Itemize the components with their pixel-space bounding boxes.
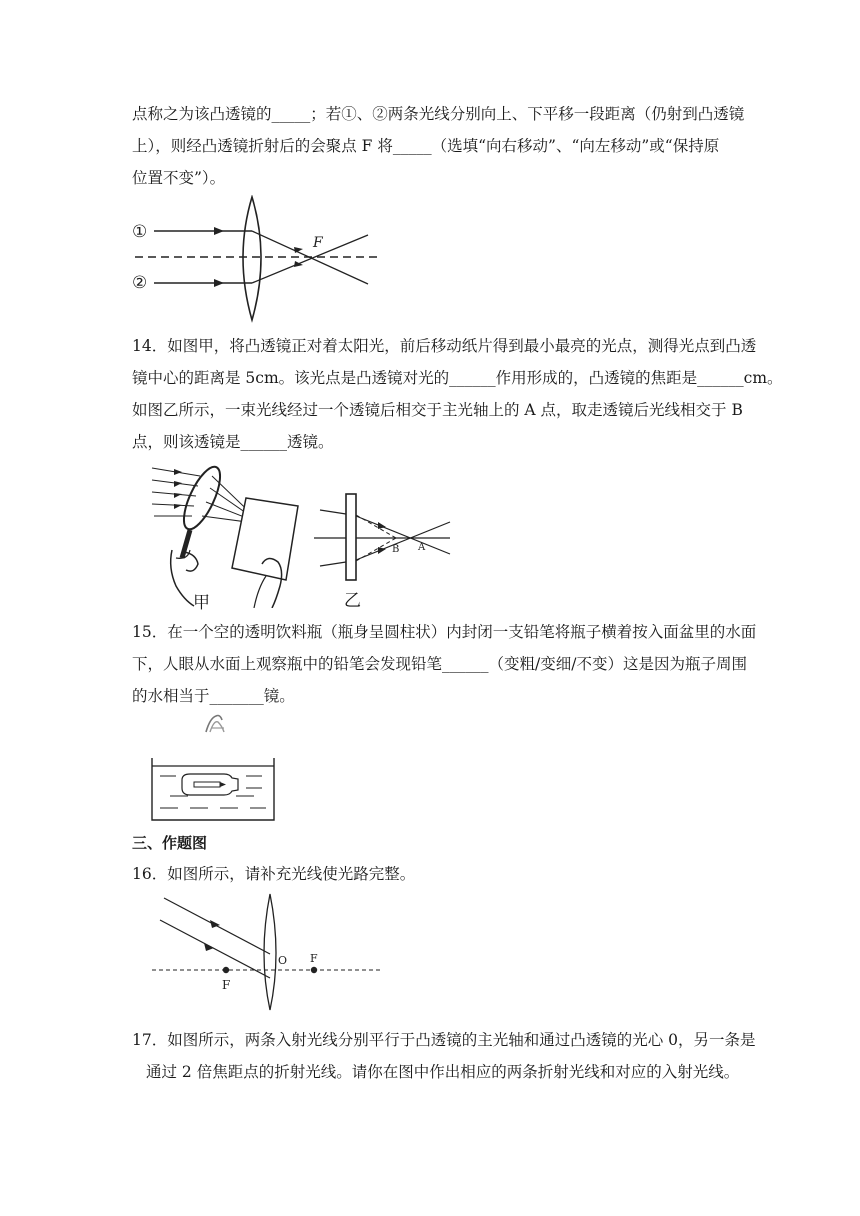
q15-line-2: 下，人眼从水面上观察瓶中的铅笔会发现铅笔______（变粗/变细/不变）这是因为瓶子周围 bbox=[132, 655, 747, 673]
q13-text bbox=[132, 98, 745, 194]
q14-figure-a bbox=[150, 458, 310, 608]
point-a-label: A bbox=[418, 542, 426, 553]
eye-icon bbox=[206, 716, 224, 733]
q14-caption-b: 乙 bbox=[344, 591, 361, 611]
q14-line-4: 点，则该透镜是______透镜。 bbox=[132, 433, 334, 451]
q15-line-1: 15．在一个空的透明饮料瓶（瓶身呈圆柱状）内封闭一支铅笔将瓶子横着按入面盆里的水面 bbox=[132, 623, 757, 641]
q17-line-1: 17．如图所示，两条入射光线分别平行于凸透镜的主光轴和通过凸透镜的光心 0，另一条是 bbox=[132, 1031, 756, 1049]
q15-line-3: 的水相当于_______镜。 bbox=[132, 687, 295, 705]
q17-text bbox=[132, 1024, 756, 1088]
q13-line-3: 位置不变”）。 bbox=[132, 169, 226, 187]
q14-line-2: 镜中心的距离是 5cm。该光点是凸透镜对光的______作用形成的，凸透镜的焦距是______cm。 bbox=[132, 369, 783, 387]
q14-caption-a: 甲 bbox=[193, 593, 210, 613]
q14-figure-b bbox=[310, 488, 460, 588]
ray-2-label: ② bbox=[132, 273, 148, 293]
q13-line-2: 上），则经凸透镜折射后的会聚点 F 将_____（选填“向右移动”、“向左移动”或“保持原 bbox=[132, 137, 720, 155]
focus-label: F bbox=[313, 235, 323, 251]
q14-line-1: 14．如图甲，将凸透镜正对着太阳光，前后移动纸片得到最小最亮的光点，测得光点到凸透 bbox=[132, 337, 757, 355]
q16-lens-figure bbox=[150, 892, 390, 1016]
q15-basin-figure bbox=[150, 710, 280, 822]
section-3-heading: 三、作题图 bbox=[132, 834, 208, 852]
ray-1-label: ① bbox=[132, 222, 148, 242]
q14-text bbox=[132, 330, 783, 458]
q15-text bbox=[132, 616, 757, 712]
q17-line-2: 通过 2 倍焦距点的折射光线。请你在图中作出相应的两条折射光线和对应的入射光线。 bbox=[146, 1063, 740, 1081]
focus-right-label: F bbox=[310, 952, 318, 965]
focus-left-label: F bbox=[222, 978, 231, 992]
q16-text bbox=[132, 858, 742, 890]
point-b-label: B bbox=[392, 544, 400, 555]
optical-center-label: O bbox=[278, 954, 288, 967]
q13-line-1: 点称之为该凸透镜的_____；若①、②两条光线分别向上、下平移一段距离（仍射到凸透镜 bbox=[132, 105, 745, 123]
q16-line-1: 16．如图所示，请补充光线使光路完整。 bbox=[132, 865, 416, 883]
q13-lens-figure bbox=[130, 195, 380, 325]
q14-line-3: 如图乙所示，一束光线经过一个透镜后相交于主光轴上的 A 点，取走透镜后光线相交于 B bbox=[132, 401, 743, 419]
